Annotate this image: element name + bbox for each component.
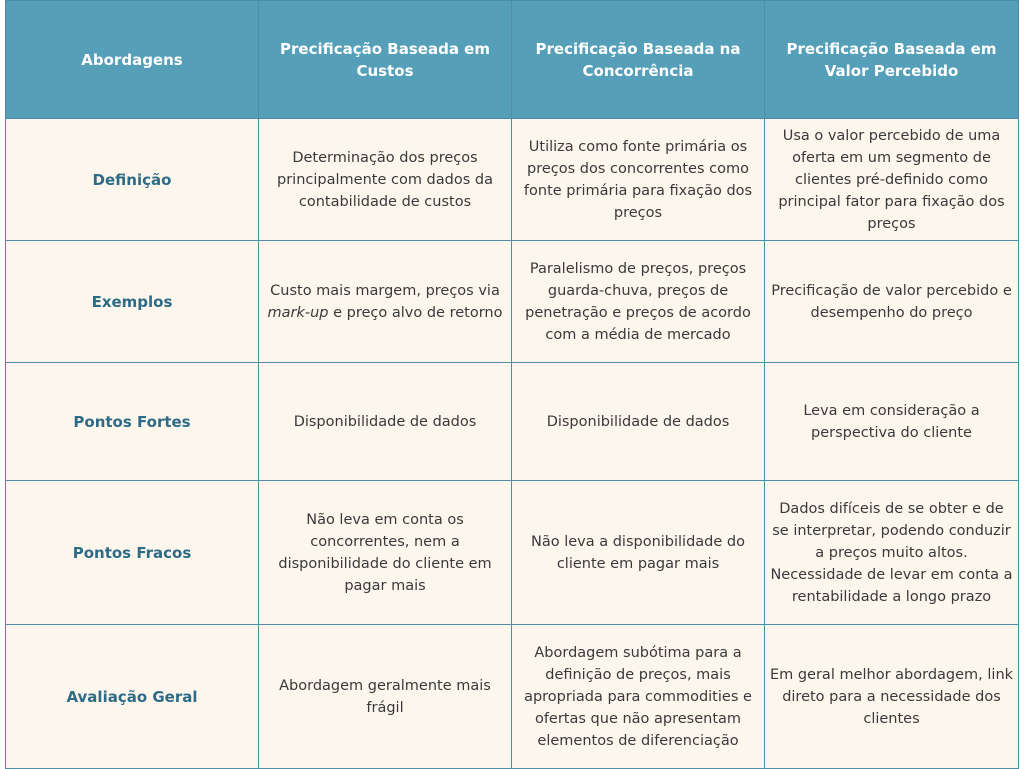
cell-weaknesses-cost: Não leva em conta os concorrentes, nem a disponibilidade do cliente em pagar mais bbox=[259, 481, 512, 625]
row-label-strengths: Pontos Fortes bbox=[6, 363, 259, 481]
row-label-weaknesses: Pontos Fracos bbox=[6, 481, 259, 625]
cell-weaknesses-competition: Não leva a disponibilidade do cliente em pagar mais bbox=[512, 481, 765, 625]
header-row bbox=[6, 1, 1019, 119]
cell-strengths-competition: Disponibilidade de dados bbox=[512, 363, 765, 481]
row-label-definition: Definição bbox=[6, 119, 259, 241]
cell-examples-cost-text-after: e preço alvo de retorno bbox=[328, 304, 503, 321]
header-cost-based: Precificação Baseada em Custos bbox=[259, 1, 512, 119]
cell-examples-cost bbox=[259, 241, 512, 363]
row-definition bbox=[6, 119, 1019, 241]
cell-definition-competition: Utiliza como fonte primária os preços dos concorrentes como fonte primária para fixação dos preços bbox=[512, 119, 765, 241]
header-value-based: Precificação Baseada em Valor Percebido bbox=[765, 1, 1019, 119]
cell-examples-cost-emphasis: mark-up bbox=[267, 304, 329, 321]
cell-examples-cost-text-before: Custo mais margem, preços via bbox=[270, 282, 500, 299]
row-weaknesses bbox=[6, 481, 1019, 625]
row-overall-evaluation bbox=[6, 625, 1019, 769]
cell-strengths-cost: Disponibilidade de dados bbox=[259, 363, 512, 481]
cell-overall-cost: Abordagem geralmente mais frágil bbox=[259, 625, 512, 769]
cell-overall-competition: Abordagem subótima para a definição de preços, mais apropriada para commodities e ofertas que não apresentam elementos de diferenciação bbox=[512, 625, 765, 769]
cell-overall-value: Em geral melhor abordagem, link direto para a necessidade dos clientes bbox=[765, 625, 1019, 769]
row-label-examples: Exemplos bbox=[6, 241, 259, 363]
cell-examples-value: Precificação de valor percebido e desempenho do preço bbox=[765, 241, 1019, 363]
row-label-overall-evaluation: Avaliação Geral bbox=[6, 625, 259, 769]
cell-definition-value: Usa o valor percebido de uma oferta em um segmento de clientes pré-definido como principal fator para fixação dos preços bbox=[765, 119, 1019, 241]
header-competition-based: Precificação Baseada na Concorrência bbox=[512, 1, 765, 119]
row-strengths bbox=[6, 363, 1019, 481]
header-approaches: Abordagens bbox=[6, 1, 259, 119]
cell-examples-competition: Paralelismo de preços, preços guarda-chuva, preços de penetração e preços de acordo com a média de mercado bbox=[512, 241, 765, 363]
pricing-comparison-table bbox=[5, 0, 1019, 769]
cell-definition-cost: Determinação dos preços principalmente com dados da contabilidade de custos bbox=[259, 119, 512, 241]
cell-weaknesses-value: Dados difíceis de se obter e de se interpretar, podendo conduzir a preços muito altos. Necessidade de levar em conta a rentabilidade a longo prazo bbox=[765, 481, 1019, 625]
row-examples bbox=[6, 241, 1019, 363]
cell-strengths-value: Leva em consideração a perspectiva do cliente bbox=[765, 363, 1019, 481]
